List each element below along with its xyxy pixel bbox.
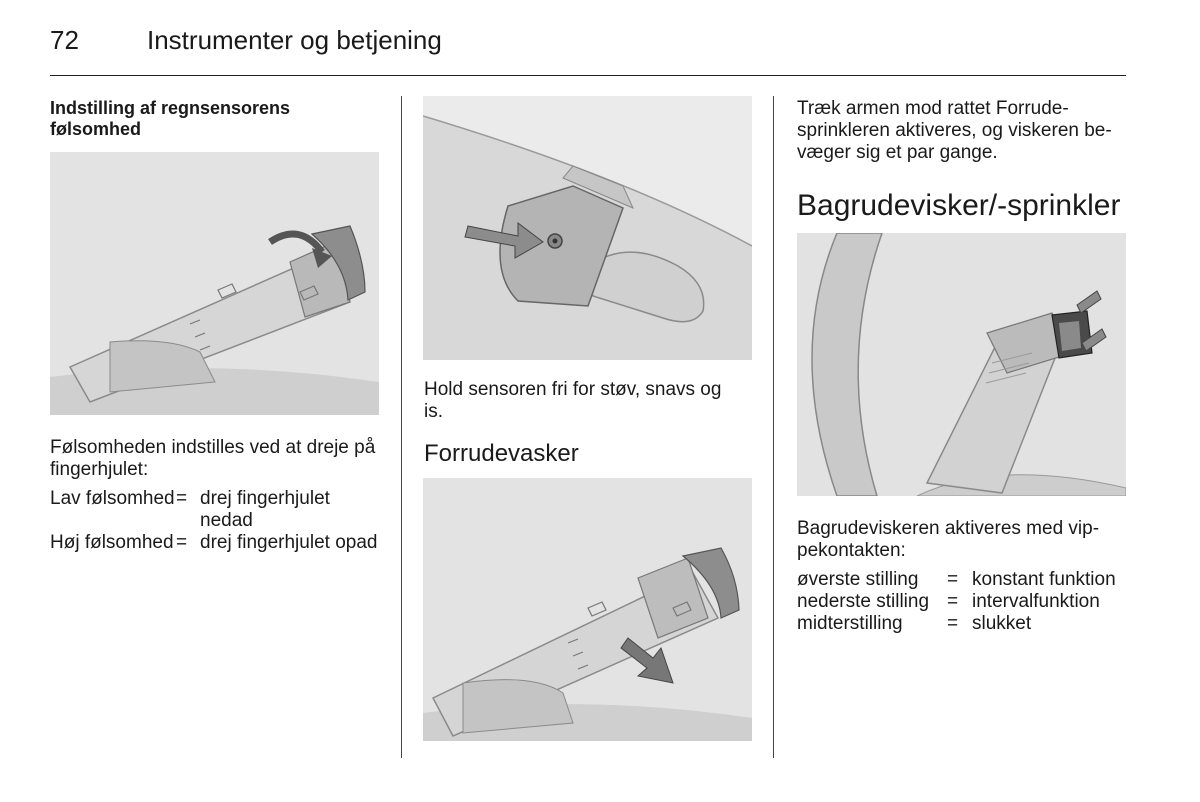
- definition-row: [797, 569, 1132, 591]
- definition-term: Lav følsomhed: [50, 488, 175, 509]
- page-number: 72: [50, 25, 79, 55]
- definition-term: midterstilling: [797, 613, 903, 634]
- definition-term: øverste stilling: [797, 569, 919, 590]
- definition-description: konstant funktion: [972, 569, 1116, 590]
- definition-description: slukket: [972, 613, 1032, 634]
- definition-term: Høj følsomhed: [50, 532, 174, 553]
- definition-separator: =: [176, 488, 188, 509]
- definition-description: drej fingerhjulet opad: [200, 532, 378, 553]
- sensitivity-definition-table: [50, 488, 380, 554]
- sensitivity-paragraph: Følsomheden indstilles ved at dreje på fingerhjulet:: [50, 437, 376, 480]
- definition-term: nederste stilling: [797, 591, 930, 612]
- rain-sensor-subheading: Indstilling af regnsensorens følsomhed: [50, 98, 291, 139]
- definition-row: [50, 488, 380, 532]
- definition-separator: =: [176, 532, 188, 553]
- rear-wiper-paragraph: Bagrudeviskeren aktiveres med vip-pekontakten:: [797, 518, 1100, 561]
- rear-wiper-heading: Bagrudevisker/-sprinkler: [797, 189, 1121, 222]
- washer-stalk-pull-illustration: [423, 478, 752, 741]
- definition-separator: =: [947, 613, 959, 634]
- rain-sensor-windshield-illustration: [423, 96, 752, 360]
- definition-separator: =: [947, 569, 959, 590]
- definition-description: intervalfunktion: [972, 591, 1100, 612]
- page-title: Instrumenter og betjening: [147, 25, 442, 55]
- definition-row: [50, 532, 380, 554]
- definition-description: drej fingerhjulet nedad: [200, 488, 330, 531]
- windshield-washer-heading: Forrudevasker: [424, 440, 579, 467]
- rear-wiper-rocker-switch-illustration: [797, 233, 1126, 496]
- washer-instruction-paragraph: Træk armen mod rattet Forrude-sprinkleren aktiveres, og viskeren be-væger sig et par gange.: [797, 98, 1112, 163]
- header-rule: [50, 75, 1126, 76]
- rear-wiper-definition-table: [797, 569, 1132, 635]
- definition-separator: =: [947, 591, 959, 612]
- definition-row: [797, 613, 1132, 635]
- column-divider-2: [773, 96, 774, 758]
- sensor-care-caption: Hold sensoren fri for støv, snavs og is.: [424, 379, 722, 422]
- definition-row: [797, 591, 1132, 613]
- wiper-stalk-fingerwheel-illustration: [50, 152, 379, 415]
- column-divider-1: [401, 96, 402, 758]
